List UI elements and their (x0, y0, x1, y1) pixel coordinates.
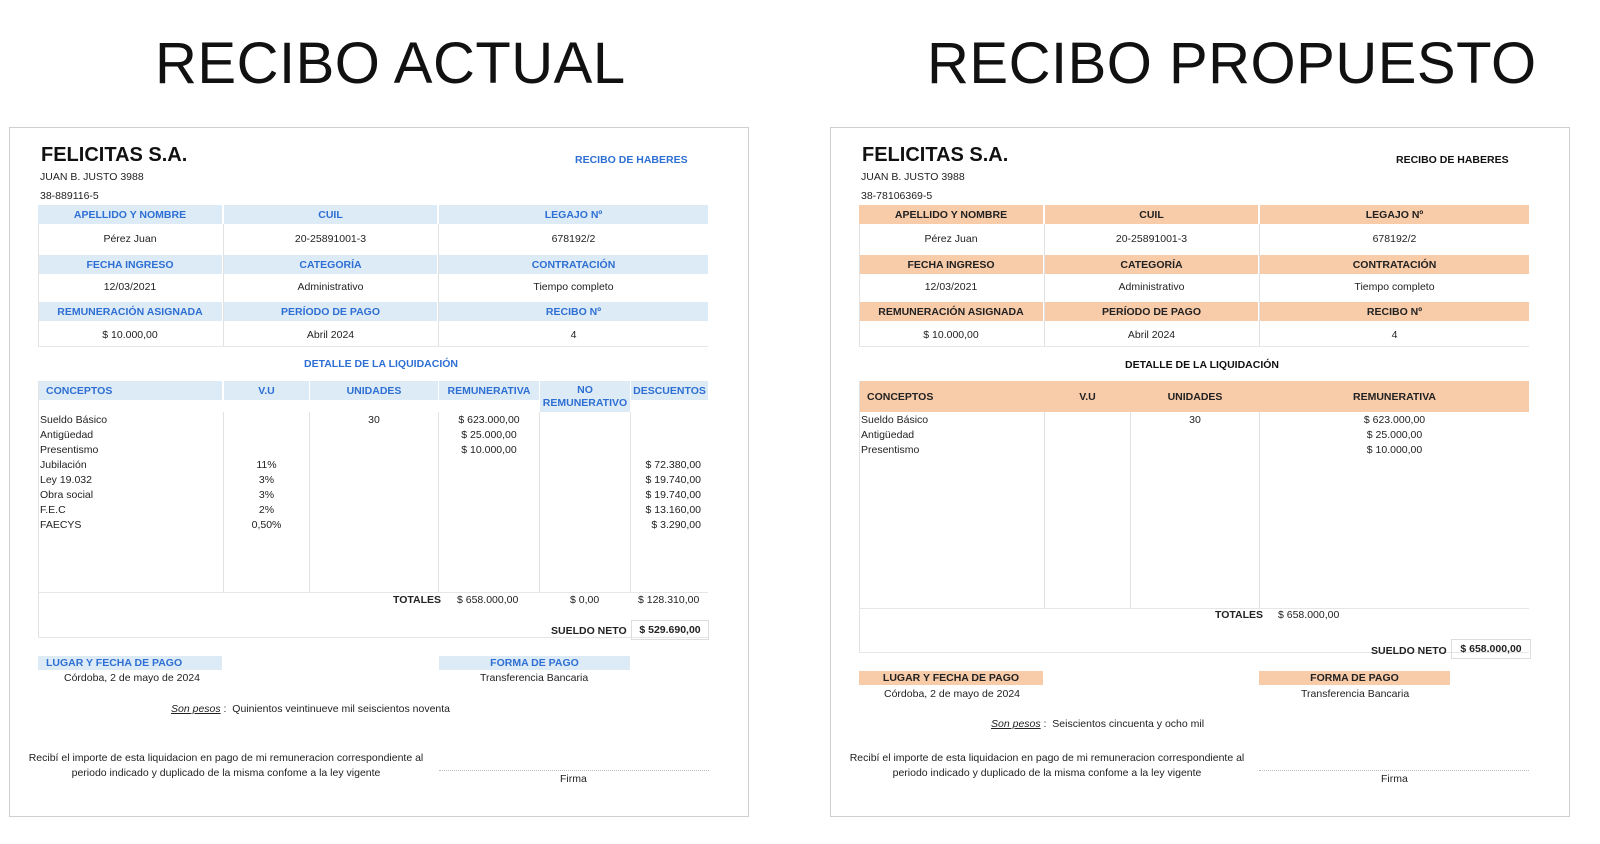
row-remunerativa-cell: $ 25.000,00 (1366, 429, 1423, 441)
value-cuil: 20-25891001-3 (294, 233, 367, 245)
son-pesos-value: Seiscientos cincuenta y ocho mil (1052, 718, 1205, 730)
value-apellido: Pérez Juan (103, 233, 157, 245)
row-vu-cell: 11% (256, 459, 277, 471)
place-date-label: LUGAR Y FECHA DE PAGO (859, 671, 1043, 685)
header-contratacion: CONTRATACIÓN (439, 255, 708, 274)
net-value: $ 658.000,00 (1451, 639, 1531, 659)
grid-line (38, 224, 39, 347)
value-contratacion: Tiempo completo (533, 281, 614, 293)
row-remunerativa-cell: $ 10.000,00 (1366, 444, 1423, 456)
total-no-remunerativo: $ 0,00 (570, 594, 600, 606)
value-legajo: 678192/2 (1372, 233, 1417, 245)
header-recibo-numero: RECIBO Nº (1260, 302, 1529, 321)
row-concepto-cell: FAECYS (40, 519, 82, 531)
value-fecha-ingreso: 12/03/2021 (103, 281, 157, 293)
declaration-line-1: Recibí el importe de esta liquidacion en pago de mi remuneracion correspondiente al (28, 752, 424, 764)
grid-line (539, 412, 540, 592)
header-apellido: APELLIDO Y NOMBRE (859, 205, 1043, 224)
col-remunerativa: REMUNERATIVA (1352, 390, 1437, 403)
row-vu-cell: 2% (258, 504, 275, 516)
value-periodo: Abril 2024 (1127, 329, 1176, 341)
declaration-line-1: Recibí el importe de esta liquidacion en pago de mi remuneracion correspondiente al (849, 752, 1245, 764)
declaration-line-2: periodo indicado y duplicado de la misma confome a la ley vigente (71, 767, 381, 779)
row-descuentos-cell: $ 19.740,00 (645, 489, 701, 501)
payment-method-label: FORMA DE PAGO (1259, 671, 1450, 685)
detail-title: DETALLE DE LA LIQUIDACIÓN (1125, 359, 1279, 371)
row-concepto-cell: Obra social (40, 489, 94, 501)
net-label: SUELDO NETO (1371, 645, 1447, 657)
grid-line (38, 637, 708, 638)
place-date-label: LUGAR Y FECHA DE PAGO (38, 656, 222, 670)
header-recibo-numero: RECIBO Nº (439, 302, 708, 321)
header-cuil: CUIL (224, 205, 437, 224)
grid-line (1259, 224, 1260, 347)
net-label: SUELDO NETO (551, 625, 627, 637)
place-date-value: Córdoba, 2 de mayo de 2024 (884, 688, 1021, 700)
son-pesos: Son pesos : Quinientos veintinueve mil seiscientos noventa (171, 703, 451, 715)
col-conceptos: CONCEPTOS (38, 381, 222, 400)
son-pesos-label: Son pesos (171, 703, 221, 715)
doc-title: RECIBO DE HABERES (1396, 154, 1509, 166)
declaration-line-2: periodo indicado y duplicado de la misma confome a la ley vigente (892, 767, 1202, 779)
header-periodo: PERÍODO DE PAGO (1045, 302, 1258, 321)
value-categoria: Administrativo (297, 281, 364, 293)
grid-line (1044, 224, 1045, 347)
value-remuneracion: $ 10.000,00 (102, 329, 158, 341)
company-cuit: 38-889116-5 (40, 190, 99, 202)
row-concepto-cell: Presentismo (40, 444, 99, 456)
signature-label: Firma (1381, 773, 1408, 785)
signature-line (1259, 770, 1529, 771)
place-date-value: Córdoba, 2 de mayo de 2024 (64, 672, 201, 684)
col-vu: V.U (224, 381, 309, 400)
grid-line (859, 608, 1529, 609)
header-categoria: CATEGORÍA (224, 255, 437, 274)
grid-line (223, 224, 224, 347)
header-fecha-ingreso: FECHA INGRESO (859, 255, 1043, 274)
row-descuentos-cell: $ 72.380,00 (645, 459, 701, 471)
grid-line (38, 592, 708, 593)
row-concepto-cell: Sueldo Básico (40, 414, 108, 426)
row-concepto-cell: Sueldo Básico (861, 414, 929, 426)
row-concepto-cell: Antigüedad (861, 429, 915, 441)
company-name: FELICITAS S.A. (862, 144, 1009, 166)
header-cuil: CUIL (1045, 205, 1258, 224)
row-concepto-cell: Ley 19.032 (40, 474, 92, 486)
grid-line (309, 412, 310, 592)
col-vu: V.U (1079, 390, 1096, 403)
doc-title: RECIBO DE HABERES (575, 154, 688, 166)
row-concepto-cell: Antigüedad (40, 429, 94, 441)
header-legajo: LEGAJO Nº (1260, 205, 1529, 224)
title-recibo-actual: RECIBO ACTUAL (155, 31, 626, 96)
row-descuentos-cell: $ 3.290,00 (651, 519, 701, 531)
grid-line (38, 346, 708, 347)
payment-method-label: FORMA DE PAGO (439, 656, 630, 670)
value-recibo-numero: 4 (1391, 329, 1398, 341)
payment-method-value: Transferencia Bancaria (1301, 688, 1410, 700)
son-pesos-label: Son pesos (991, 718, 1041, 730)
company-address: JUAN B. JUSTO 3988 (861, 171, 965, 183)
row-vu-cell: 3% (258, 474, 275, 486)
row-descuentos-cell: $ 13.160,00 (645, 504, 701, 516)
header-legajo: LEGAJO Nº (439, 205, 708, 224)
col-unidades: UNIDADES (1167, 390, 1223, 403)
grid-line (859, 346, 1529, 347)
title-recibo-propuesto: RECIBO PROPUESTO (927, 31, 1537, 96)
row-unidades-cell: 30 (368, 414, 380, 426)
row-vu-cell: 3% (258, 489, 275, 501)
payment-method-value: Transferencia Bancaria (480, 672, 589, 684)
total-remunerativa: $ 658.000,00 (457, 594, 519, 606)
value-apellido: Pérez Juan (924, 233, 978, 245)
grid-line (438, 224, 439, 347)
grid-line (1259, 412, 1260, 608)
header-remuneracion: REMUNERACIÓN ASIGNADA (38, 302, 222, 321)
col-descuentos: DESCUENTOS (631, 381, 708, 400)
row-remunerativa-cell: $ 623.000,00 (458, 414, 520, 426)
grid-line (223, 412, 224, 592)
grid-line (859, 224, 860, 347)
receipt-actual (9, 127, 749, 817)
row-unidades-cell: 30 (1189, 414, 1201, 426)
col-no-remunerativo: NO REMUNERATIVO (540, 381, 630, 412)
grid-line (630, 412, 631, 592)
header-remuneracion: REMUNERACIÓN ASIGNADA (859, 302, 1043, 321)
value-fecha-ingreso: 12/03/2021 (924, 281, 978, 293)
col-remunerativa: REMUNERATIVA (439, 381, 539, 400)
col-conceptos: CONCEPTOS (867, 390, 934, 403)
value-recibo-numero: 4 (570, 329, 577, 341)
col-unidades: UNIDADES (310, 381, 438, 400)
row-concepto-cell: Presentismo (861, 444, 920, 456)
value-contratacion: Tiempo completo (1354, 281, 1435, 293)
detail-title: DETALLE DE LA LIQUIDACIÓN (304, 358, 458, 370)
header-categoria: CATEGORÍA (1045, 255, 1258, 274)
row-descuentos-cell: $ 19.740,00 (645, 474, 701, 486)
row-concepto-cell: F.E.C (40, 504, 66, 516)
header-contratacion: CONTRATACIÓN (1260, 255, 1529, 274)
row-remunerativa-cell: $ 10.000,00 (461, 444, 517, 456)
grid-line (438, 412, 439, 592)
receipt-propuesto (830, 127, 1570, 817)
header-apellido: APELLIDO Y NOMBRE (38, 205, 222, 224)
totals-label: TOTALES (1215, 609, 1264, 621)
row-vu-cell: 0,50% (251, 519, 282, 531)
company-name: FELICITAS S.A. (41, 144, 188, 166)
row-concepto-cell: Jubilación (40, 459, 87, 471)
signature-label: Firma (560, 773, 587, 785)
row-remunerativa-cell: $ 623.000,00 (1363, 414, 1426, 426)
header-periodo: PERÍODO DE PAGO (224, 302, 437, 321)
header-fecha-ingreso: FECHA INGRESO (38, 255, 222, 274)
value-periodo: Abril 2024 (306, 329, 355, 341)
totals-label: TOTALES (393, 594, 442, 606)
signature-line (439, 770, 709, 771)
company-address: JUAN B. JUSTO 3988 (40, 171, 144, 183)
total-remunerativa: $ 658.000,00 (1278, 609, 1340, 621)
grid-line (38, 381, 39, 638)
grid-line (1130, 412, 1131, 608)
company-cuit: 38-78106369-5 (861, 190, 933, 202)
value-legajo: 678192/2 (551, 233, 596, 245)
son-pesos-value: Quinientos veintinueve mil seiscientos noventa (232, 703, 451, 715)
value-remuneracion: $ 10.000,00 (923, 329, 979, 341)
total-descuentos: $ 128.310,00 (638, 594, 700, 606)
value-categoria: Administrativo (1118, 281, 1185, 293)
net-value: $ 529.690,00 (631, 620, 709, 640)
grid-line (1044, 412, 1045, 608)
son-pesos: Son pesos : Seiscientos cincuenta y ocho mil (991, 718, 1205, 730)
grid-line (859, 381, 860, 653)
row-remunerativa-cell: $ 25.000,00 (461, 429, 517, 441)
value-cuil: 20-25891001-3 (1115, 233, 1188, 245)
